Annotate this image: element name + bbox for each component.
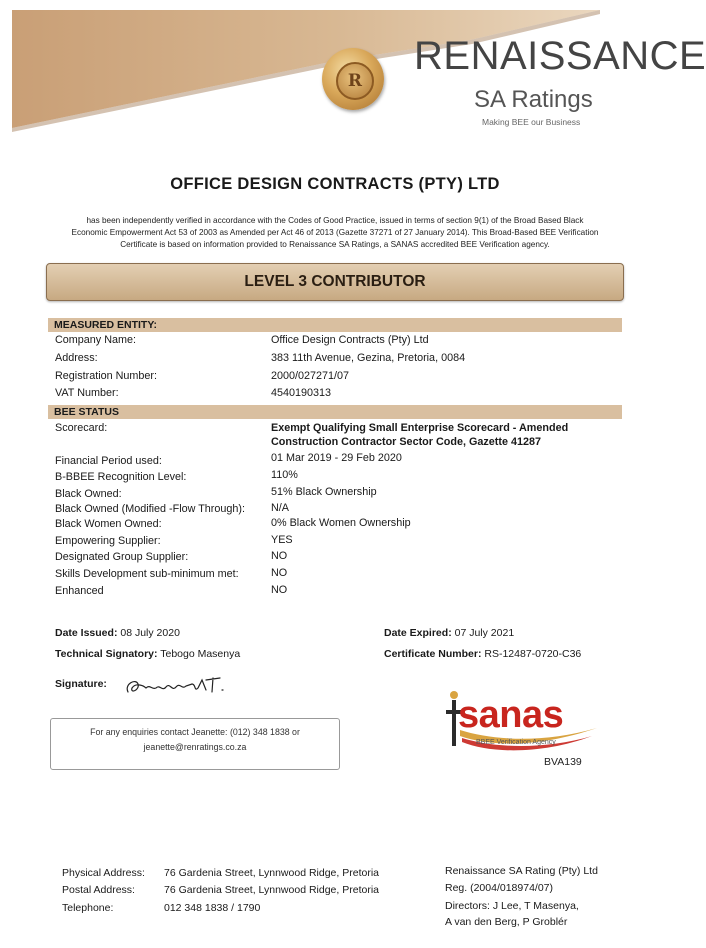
field-label: Company Name: bbox=[55, 334, 137, 346]
section-header-bee-status: BEE STATUS bbox=[48, 405, 622, 419]
field-value: 110% bbox=[271, 469, 298, 481]
field-label: Black Owned: bbox=[55, 488, 122, 500]
enquiries-box bbox=[50, 718, 340, 770]
section-header-measured-entity: MEASURED ENTITY: bbox=[48, 318, 622, 332]
date-issued bbox=[55, 627, 180, 639]
enquiries-email: jeanette@renratings.co.za bbox=[143, 742, 247, 752]
field-label: Skills Development sub-minimum met: bbox=[55, 568, 239, 580]
signature-label: Signature: bbox=[55, 678, 107, 690]
field-label: VAT Number: bbox=[55, 387, 119, 399]
footer-value: 76 Gardenia Street, Lynnwood Ridge, Pretoria bbox=[164, 884, 379, 896]
field-value: 51% Black Ownership bbox=[271, 486, 377, 498]
field-value: N/A bbox=[271, 502, 289, 514]
scorecard-value: Construction Contractor Sector Code, Gazette 41287 bbox=[271, 436, 541, 448]
field-label: B-BBEE Recognition Level: bbox=[55, 471, 187, 483]
field-label: Black Owned (Modified -Flow Through): bbox=[55, 503, 246, 515]
scorecard-value: Exempt Qualifying Small Enterprise Scorecard - Amended bbox=[271, 422, 569, 434]
intro-paragraph bbox=[60, 215, 610, 251]
field-label: Designated Group Supplier: bbox=[55, 551, 189, 563]
field-label: Empowering Supplier: bbox=[55, 535, 161, 547]
brand-subtitle: SA Ratings bbox=[474, 86, 593, 113]
footer-company-line: Reg. (2004/018974/07) bbox=[445, 882, 553, 894]
signature-stroke bbox=[127, 678, 223, 692]
date-issued-value: 08 July 2020 bbox=[120, 627, 180, 639]
footer-label: Postal Address: bbox=[62, 884, 135, 896]
technical-signatory bbox=[55, 648, 240, 660]
field-value: NO bbox=[271, 584, 288, 596]
sanas-accreditation-code: BVA139 bbox=[544, 756, 582, 768]
field-label: Enhanced bbox=[55, 585, 104, 597]
signature-row bbox=[55, 678, 107, 690]
brand-name: RENAISSANCE bbox=[414, 34, 706, 78]
footer-company-line: Directors: J Lee, T Masenya, bbox=[445, 900, 579, 912]
field-value: Office Design Contracts (Pty) Ltd bbox=[271, 334, 429, 346]
contributor-level-banner: LEVEL 3 CONTRIBUTOR bbox=[46, 263, 624, 301]
sanas-figure-head bbox=[450, 691, 458, 699]
field-value: 01 Mar 2019 - 29 Feb 2020 bbox=[271, 452, 402, 464]
footer-value: 012 348 1838 / 1790 bbox=[164, 902, 261, 914]
seal-monogram: R bbox=[336, 62, 374, 100]
field-value: 4540190313 bbox=[271, 387, 332, 399]
field-value: NO bbox=[271, 550, 288, 562]
footer-company-line: A van den Berg, P Groblér bbox=[445, 916, 568, 928]
date-issued-label: Date Issued: bbox=[55, 627, 118, 639]
field-value: 0% Black Women Ownership bbox=[271, 517, 411, 529]
certificate-number bbox=[384, 648, 581, 660]
field-label: Registration Number: bbox=[55, 370, 158, 382]
field-value: YES bbox=[271, 534, 293, 546]
brand-tagline: Making BEE our Business bbox=[482, 117, 581, 127]
date-expired-label: Date Expired: bbox=[384, 627, 452, 639]
signatory-value: Tebogo Masenya bbox=[160, 648, 241, 660]
intro-line: Economic Empowerment Act 53 of 2003 as Amended per Act 46 of 2013 (Gazette 37271 of 27 January 2014). This Broad-Based BEE Verification bbox=[71, 228, 599, 237]
enquiries-line: For any enquiries contact Jeanette: (012) 348 1838 or bbox=[90, 727, 300, 737]
field-label: Black Women Owned: bbox=[55, 518, 162, 530]
signatory-label: Technical Signatory: bbox=[55, 648, 158, 660]
footer-label: Physical Address: bbox=[62, 867, 145, 879]
footer-company-line: Renaissance SA Rating (Pty) Ltd bbox=[445, 865, 598, 877]
footer-value: 76 Gardenia Street, Lynnwood Ridge, Pretoria bbox=[164, 867, 379, 879]
footer-label: Telephone: bbox=[62, 902, 114, 914]
intro-line: Certificate is based on information provided to Renaissance SA Ratings, a SANAS accredited BEE Verification agency. bbox=[120, 240, 550, 249]
handwritten-signature bbox=[122, 672, 232, 702]
certificate-number-label: Certificate Number: bbox=[384, 648, 482, 660]
field-label: Financial Period used: bbox=[55, 455, 162, 467]
field-value: 383 11th Avenue, Gezina, Pretoria, 0084 bbox=[271, 352, 466, 364]
field-value: 2000/027271/07 bbox=[271, 370, 350, 382]
sanas-subtitle: BBEE Verification Agency bbox=[476, 739, 556, 746]
intro-line: has been independently verified in accordance with the Codes of Good Practice, issued in terms of section 9(1) of the Broad Based Black bbox=[86, 216, 584, 225]
field-label: Scorecard: bbox=[55, 422, 108, 434]
field-value: NO bbox=[271, 567, 288, 579]
date-expired bbox=[384, 627, 514, 639]
certificate-number-value: RS-12487-0720-C36 bbox=[484, 648, 582, 660]
company-title: OFFICE DESIGN CONTRACTS (PTY) LTD bbox=[170, 175, 500, 193]
sanas-wordmark: sanas bbox=[458, 694, 564, 736]
wax-seal-logo bbox=[322, 48, 384, 110]
date-expired-value: 07 July 2021 bbox=[454, 627, 515, 639]
field-label: Address: bbox=[55, 352, 98, 364]
